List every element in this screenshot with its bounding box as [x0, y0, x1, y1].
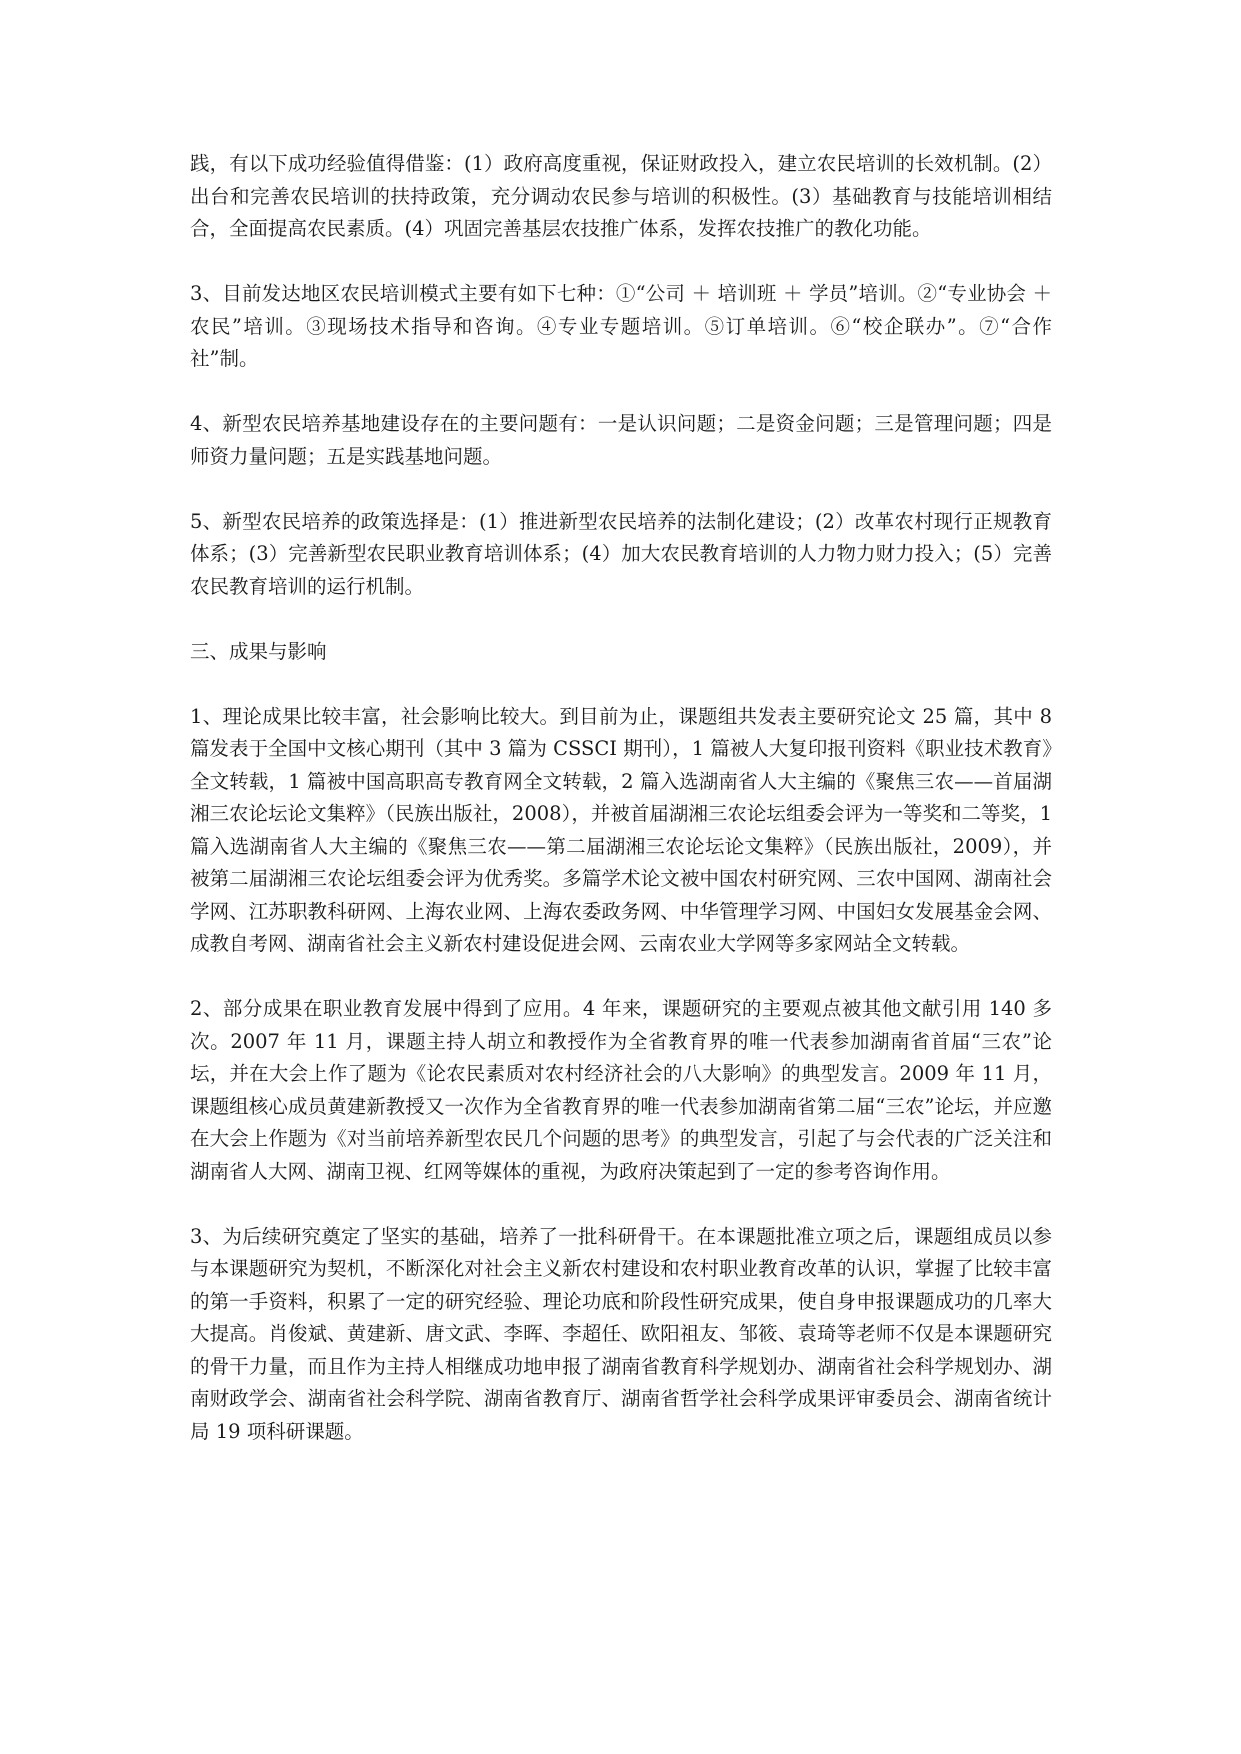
- paragraph-research-foundation: 3、为后续研究奠定了坚实的基础，培养了一批科研骨干。在本课题批准立项之后，课题组成员以参与本课题研究为契机，不断深化对社会主义新农村建设和农村职业教育改革的认识，掌握了比较丰富的第一手资料，积累了一定的研究经验、理论功底和阶段性研究成果，使自身申报课题成功的几率大大提高。肖俊斌、黄建新、唐文武、李晖、李超任、欧阳祖友、邹筱、袁琦等老师不仅是本课题研究的骨干力量，而且作为主持人相继成功地申报了湖南省教育科学规划办、湖南省社会科学规划办、湖南财政学会、湖南省社会科学院、湖南省教育厅、湖南省哲学社会科学成果评审委员会、湖南省统计局 19 项科研课题。: [190, 1224, 1052, 1443]
- section-heading-results: 三、成果与影响: [190, 639, 327, 663]
- document-page: [190, 148, 1052, 1481]
- paragraph-base-problems: 4、新型农民培养基地建设存在的主要问题有：一是认识问题；二是资金问题；三是管理问题；四是师资力量问题；五是实践基地问题。: [190, 412, 1052, 468]
- paragraph-policy-choices: 5、新型农民培养的政策选择是：(1）推进新型农民培养的法制化建设；(2）改革农村现行正规教育体系；(3）完善新型农民职业教育培训体系；(4）加大农民教育培训的人力物力财力投入；(5）完善农民教育培训的运行机制。: [190, 509, 1052, 598]
- paragraph-theory-results: 1、理论成果比较丰富，社会影响比较大。到目前为止，课题组共发表主要研究论文 25 篇，其中 8 篇发表于全国中文核心期刊（其中 3 篇为 CSSCI 期刊），1 篇被人大复印报刊资料《职业技术教育》全文转载，1 篇被中国高职高专教育网全文转载，2 篇入选湖南省人大主编的《聚焦三农——首届湖湘三农论坛论文集粹》（民族出版社，2008），并被首届湖湘三农论坛组委会评为一等奖和二等奖，1 篇入选湖南省人大主编的《聚焦三农——第二届湖湘三农论坛论文集粹》（民族出版社，2009），并被第二届湖湘三农论坛组委会评为优秀奖。多篇学术论文被中国农村研究网、三农中国网、湖南社会学网、江苏职教科研网、上海农业网、上海农委政务网、中华管理学习网、中国妇女发展基金会网、成教自考网、湖南省社会主义新农村建设促进会网、云南农业大学网等多家网站全文转载。: [190, 704, 1052, 955]
- paragraph-application: 2、部分成果在职业教育发展中得到了应用。4 年来，课题研究的主要观点被其他文献引用 140 多次。2007 年 11 月，课题主持人胡立和教授作为全省教育界的唯一代表参加湖南省首届“三农”论坛，并在大会上作了题为《论农民素质对农村经济社会的八大影响》的典型发言。2009 年 11 月，课题组核心成员黄建新教授又一次作为全省教育界的唯一代表参加湖南省第二届“三农”论坛，并应邀在大会上作题为《对当前培养新型农民几个问题的思考》的典型发言，引起了与会代表的广泛关注和湖南省人大网、湖南卫视、红网等媒体的重视，为政府决策起到了一定的参考咨询作用。: [190, 997, 1052, 1183]
- paragraph-training-modes: 3、目前发达地区农民培训模式主要有如下七种：①“公司 ＋ 培训班 ＋ 学员”培训。②“专业协会 ＋ 农民”培训。③现场技术指导和咨询。④专业专题培训。⑤订单培训。⑥“校企联办”。⑦“合作社”制。: [190, 282, 1052, 370]
- paragraph-experience: 践，有以下成功经验值得借鉴：(1）政府高度重视，保证财政投入，建立农民培训的长效机制。(2）出台和完善农民培训的扶持政策，充分调动农民参与培训的积极性。(3）基础教育与技能培训相结合，全面提高农民素质。(4）巩固完善基层农技推广体系，发挥农技推广的教化功能。: [190, 152, 1052, 240]
